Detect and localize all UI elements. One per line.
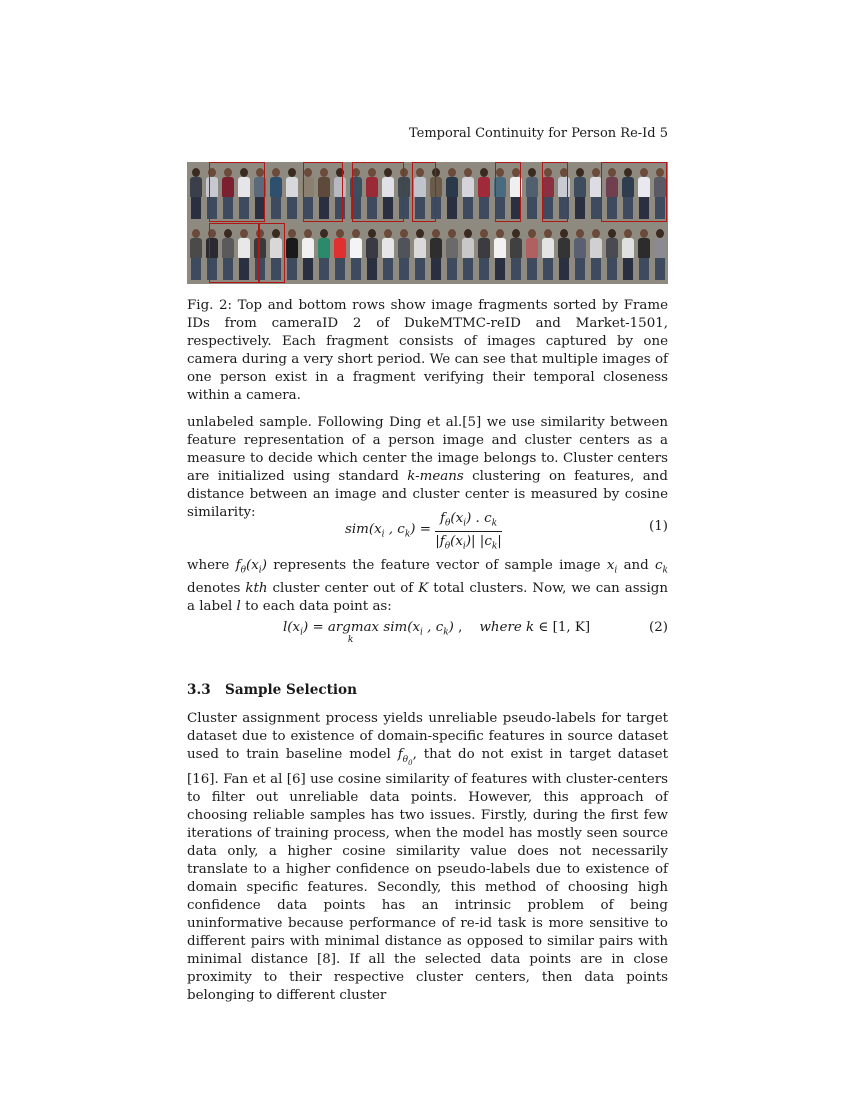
pedestrian-thumbnail bbox=[525, 162, 541, 222]
pedestrian-thumbnail bbox=[301, 223, 317, 283]
equation-1-body bbox=[345, 511, 502, 551]
equation-1-number: (1) bbox=[649, 519, 668, 534]
equation-2 bbox=[187, 620, 668, 650]
p2-d: denotes bbox=[187, 580, 246, 596]
pedestrian-thumbnail bbox=[285, 162, 301, 222]
eq1-sub-i: i bbox=[381, 530, 385, 540]
figure-caption: Fig. 2: Top and bottom rows show image fragments sorted by Frame IDs from cameraID 2 of DukeMTMC-reID and Market-1501, respectively. Each fragment consists of images captured by one camera during a very short period. We can see that multiple images of one person exist in a fragment verifying their temporal closeness within a camera. bbox=[187, 298, 668, 403]
eq1-denominator: |f bbox=[435, 533, 445, 549]
running-title: Temporal Continuity for Person Re-Id bbox=[409, 126, 656, 141]
paragraph-label-assignment: where $f_\theta(x_i)$ represents the feature vector of sample image $x_i$ and $c_k$ denotes kth cluster center out of K total clusters. Now, we can assign a label l to each data point as: bbox=[187, 558, 669, 614]
pedestrian-thumbnail bbox=[445, 162, 461, 222]
section-title: Sample Selection bbox=[225, 682, 358, 698]
p3-b: , that do not exist in target dataset [16]. Fan et al [6] use cosine similarity of features with cluster-centers to filter out unreliable data points. However, this approach of choosing reliable samples has two issues. Firstly, during the first few iterations of training process, when the model has mostly seen source data only, a higher cosine similarity value does not necessarily translate to a higher confidence on pseudo-labels due to existence of domain specific features. Secondly, this method of choosing high confidence data points has an intrinsic problem of being uninformative because performance of re-id task is more sensitive to different pairs with minimal distance as opposed to similar pairs with minimal distance [8]. If all the selected data points are in close proximity to their respective cluster centers, then data points belonging to different cluster bbox=[187, 747, 668, 1004]
pedestrian-thumbnail bbox=[445, 223, 461, 283]
pedestrian-thumbnail bbox=[477, 162, 493, 222]
p2-c: and bbox=[617, 558, 656, 573]
pedestrian-thumbnail bbox=[573, 162, 589, 222]
kmeans-term: k-means bbox=[407, 469, 464, 484]
p2-e: cluster center out of bbox=[267, 580, 419, 596]
pedestrian-thumbnail bbox=[189, 162, 205, 222]
p2-g: to each data point as: bbox=[240, 598, 392, 614]
pedestrian-thumbnail bbox=[525, 223, 541, 283]
figure-row-dukemtmc bbox=[187, 162, 668, 222]
pedestrian-thumbnail bbox=[477, 223, 493, 283]
equation-2-number: (2) bbox=[649, 620, 668, 635]
pedestrian-thumbnail bbox=[541, 223, 557, 283]
eq1-sub-k: k bbox=[404, 530, 411, 540]
eq1-lhs: sim(x bbox=[345, 522, 382, 538]
fragment-highlight-frame bbox=[412, 162, 436, 222]
p2-kth: kth bbox=[245, 580, 268, 596]
eq2-argmax: argmax bbox=[327, 620, 380, 635]
pedestrian-thumbnail bbox=[189, 223, 205, 283]
p2-l: l bbox=[236, 598, 241, 614]
eq2-range: [1, K] bbox=[552, 620, 591, 635]
page-number: 5 bbox=[659, 126, 668, 141]
paragraph-sample-selection: Cluster assignment process yields unreliable pseudo-labels for target dataset due to existence of domain-specific features in source dataset used to train baseline model $f_{\theta_0}$, that do not exist in target dataset [16]. Fan et al [6] use cosine similarity of features with cluster-centers to filter out unreliable data points. However, this approach of choosing reliable samples has two issues. Firstly, during the first few iterations of training process, when the model has mostly seen source data only, a higher cosine similarity value does not necessarily translate to a higher confidence on pseudo-labels due to existence of domain specific features. Secondly, this method of choosing high confidence data points has an intrinsic problem of being uninformative because performance of re-id task is more sensitive to different pairs with minimal distance as opposed to similar pairs with minimal distance [8]. If all the selected data points are in close proximity to their respective cluster centers, then data points belonging to different cluster bbox=[187, 711, 668, 1004]
paragraph-clustering-rest: clustering on features, and distance between an image and cluster center is measured by cosine similarity: bbox=[187, 469, 668, 520]
pedestrian-thumbnail bbox=[653, 223, 668, 283]
eq2-lhs: l(x bbox=[283, 620, 301, 635]
pedestrian-thumbnail bbox=[413, 223, 429, 283]
pedestrian-thumbnail bbox=[285, 223, 301, 283]
figure-row-market1501 bbox=[187, 223, 668, 283]
pedestrian-thumbnail bbox=[365, 223, 381, 283]
fragment-highlight-frame bbox=[495, 162, 521, 222]
eq1-end: ) = bbox=[410, 522, 431, 538]
pedestrian-thumbnail bbox=[429, 223, 445, 283]
pedestrian-thumbnail bbox=[621, 223, 637, 283]
fragment-highlight-frame bbox=[542, 162, 568, 222]
p2-a: where bbox=[187, 558, 236, 573]
pedestrian-thumbnail bbox=[493, 223, 509, 283]
section-heading bbox=[187, 682, 357, 698]
equation-2-body: $l(x_i) = argmax$ k $sim(x_i$ , $c_k$) , where k ∈ [1, K] bbox=[283, 620, 591, 645]
p2-K: K bbox=[418, 580, 429, 596]
pedestrian-thumbnail bbox=[461, 223, 477, 283]
fragment-highlight-frame bbox=[209, 162, 265, 222]
eq1-numerator: f bbox=[440, 511, 445, 526]
fragment-highlight-frame bbox=[209, 223, 259, 283]
pedestrian-thumbnail bbox=[349, 223, 365, 283]
pedestrian-thumbnail bbox=[381, 223, 397, 283]
pedestrian-thumbnail bbox=[269, 162, 285, 222]
equation-1 bbox=[187, 508, 668, 552]
pedestrian-thumbnail bbox=[637, 223, 653, 283]
p2-f: total clusters. Now, we can assign a label bbox=[187, 580, 668, 614]
section-number: 3.3 bbox=[187, 682, 211, 698]
fragment-highlight-frame bbox=[303, 162, 343, 222]
p2-b: represents the feature vector of sample image bbox=[266, 558, 607, 573]
pedestrian-thumbnail bbox=[573, 223, 589, 283]
fragment-highlight-frame bbox=[601, 162, 667, 222]
pedestrian-thumbnail bbox=[397, 223, 413, 283]
pedestrian-thumbnail bbox=[589, 223, 605, 283]
fragment-highlight-frame bbox=[259, 223, 285, 283]
figure-pedestrian-strip bbox=[187, 162, 668, 284]
pedestrian-thumbnail bbox=[333, 223, 349, 283]
p3-a: Cluster assignment process yields unreliable pseudo-labels for target dataset due to existence of domain-specific features in source dataset used to train baseline model bbox=[187, 711, 668, 762]
paragraph-clustering bbox=[187, 414, 668, 522]
pedestrian-thumbnail bbox=[509, 223, 525, 283]
eq1-fraction: $\frac{f_\theta(x_i) . c_k}{|f_\theta(x_i)| |c_k|}$ bbox=[435, 511, 502, 552]
pedestrian-thumbnail bbox=[461, 162, 477, 222]
pedestrian-thumbnail bbox=[557, 223, 573, 283]
pedestrian-thumbnail bbox=[317, 223, 333, 283]
fragment-highlight-frame bbox=[352, 162, 404, 222]
pedestrian-thumbnail bbox=[605, 223, 621, 283]
eq2-where: where k bbox=[479, 620, 535, 635]
eq1-mid: , c bbox=[384, 522, 405, 538]
paragraph-clustering-text: unlabeled sample. Following Ding et al.[5] we use similarity between feature representation of a person image and cluster centers as a measure to decide which center the image belongs to. Cluster centers are initialized using standard bbox=[187, 415, 668, 484]
